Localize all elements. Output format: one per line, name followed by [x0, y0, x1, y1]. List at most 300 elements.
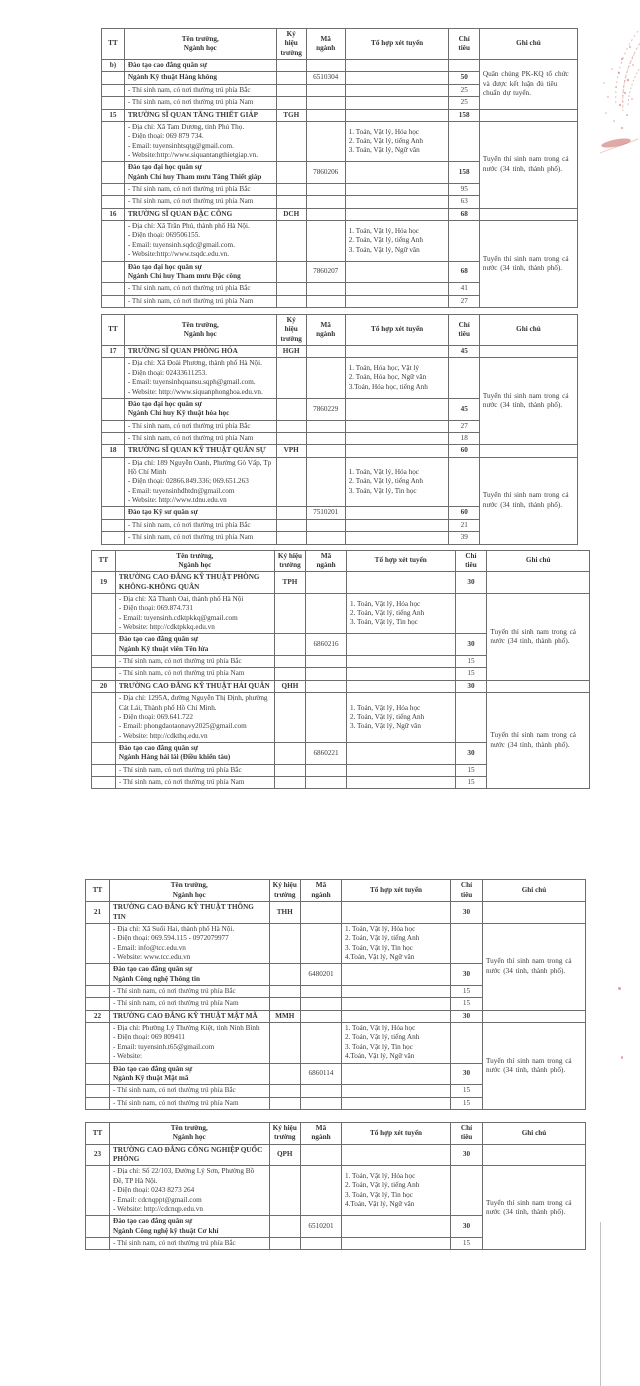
major-code: 6510201 [301, 1216, 342, 1238]
program-level: Đào tạo cao đẳng quân sự [124, 60, 276, 72]
tt-cell [92, 593, 116, 633]
major-code [306, 84, 345, 96]
school-name: TRƯỜNG CAO ĐẲNG CÔNG NGHIỆP QUỐC PHÒNG [110, 1144, 270, 1166]
school-name: TRƯỜNG CAO ĐẲNG KỸ THUẬT MẬT MÃ [110, 1010, 270, 1022]
table-row [102, 121, 578, 161]
major-code [306, 121, 345, 161]
table-block-4 [85, 879, 586, 1110]
quota-cell: 15 [455, 656, 487, 668]
school-code [276, 84, 306, 96]
sub-row-label: - Thí sinh nam, có nơi thường trú phía Nam [115, 777, 274, 789]
note-cell: Tuyển thí sinh nam trong cả nước (34 tỉnh, thành phố). [487, 593, 590, 680]
school-code [276, 432, 306, 444]
contact-block: - Địa chỉ: Phường Lý Thường Kiệt, tỉnh Ninh Bình - Điện thoại: 069 809411 - Email: tuyensinh.t65@gmail.com - Website: [110, 1023, 270, 1063]
quota-cell: 25 [449, 84, 479, 96]
combo-cell [342, 1216, 451, 1238]
combo-cell [345, 532, 449, 544]
combo-list: 1. Toán, Vật lý, Hóa học 2. Toán, Vật lý, tiếng Anh 3. Toán, Vật lý, Tin học 4.Toán, Vật lý, Ngữ văn [342, 1166, 451, 1216]
combo-list: 1. Toán, Vật lý, Hóa học 2. Toán, Vật lý, tiếng Anh 3. Toán, Vật lý, Ngữ văn [345, 121, 449, 161]
major-code [306, 358, 345, 398]
school-code [274, 777, 305, 789]
major-code: 6860216 [306, 634, 347, 656]
combo-cell [345, 60, 449, 72]
school-code [269, 923, 301, 963]
combo-list: 1. Toán, Vật lý, Hóa học 2. Toán, Vật lý, tiếng Anh 3. Toán, Vật lý, Ngữ văn [345, 221, 449, 261]
sub-row-label: - Thí sinh nam, có nơi thường trú phía Bắc [124, 420, 276, 432]
note-cell: Tuyển thí sinh nam trong cả nước (34 tỉnh, thành phố). [479, 121, 577, 208]
combo-cell [345, 196, 449, 208]
major-code [306, 295, 345, 307]
table-row [86, 923, 586, 963]
quota-cell: 15 [451, 986, 483, 998]
quota-cell: 30 [451, 964, 483, 986]
quota-cell: 30 [451, 1010, 483, 1022]
quota-cell: 30 [451, 1216, 483, 1238]
quota-cell [449, 358, 479, 398]
school-name: TRƯỜNG SĨ QUAN TĂNG THIẾT GIÁP [124, 109, 276, 121]
quota-cell: 15 [455, 764, 487, 776]
contact-block: - Địa chỉ: Xã Trần Phú, thành phố Hà Nội. - Điện thoại: 069506155. - Email: tuyensinh.sqdc@gmail.com. - Website:http://www.tsqdc.edu.vn. [124, 221, 276, 261]
table-block-1 [101, 28, 578, 308]
combo-cell [342, 1097, 451, 1109]
column-header: Chỉ tiêu [455, 550, 487, 572]
combo-cell [345, 162, 449, 184]
tt-cell [102, 420, 125, 432]
tt-cell [102, 184, 125, 196]
combo-cell [345, 398, 449, 420]
combo-cell [346, 668, 455, 680]
major-code: 7510201 [306, 507, 345, 519]
tt-cell [102, 162, 125, 184]
column-header: Tổ hợp xét tuyển [346, 550, 455, 572]
quota-cell [451, 1023, 483, 1063]
quota-cell: 15 [451, 1237, 483, 1249]
major-code [306, 283, 345, 295]
major-code: 6510304 [306, 72, 345, 84]
quota-cell: 45 [449, 398, 479, 420]
sub-row-label: - Thí sinh nam, có nơi thường trú phía Nam [115, 668, 274, 680]
quota-cell: 95 [449, 184, 479, 196]
major-code [306, 532, 345, 544]
quota-cell: 15 [455, 668, 487, 680]
school-code [269, 998, 301, 1010]
quota-cell: 27 [449, 295, 479, 307]
major-code [301, 1085, 342, 1097]
tt-cell [92, 634, 116, 656]
school-code [276, 295, 306, 307]
school-code [276, 457, 306, 507]
quota-cell: 63 [449, 196, 479, 208]
major-code [306, 97, 345, 109]
column-header: Ký hiệu trường [276, 314, 306, 345]
column-header: Tổ hợp xét tuyển [345, 314, 449, 345]
school-code [276, 398, 306, 420]
school-code [269, 1216, 301, 1238]
combo-cell [345, 84, 449, 96]
tt-cell [86, 1237, 110, 1249]
major-code [301, 1097, 342, 1109]
note-cell: Tuyển thí sinh nam trong cả nước (34 tỉnh, thành phố). [479, 457, 577, 544]
quota-cell: 30 [451, 1144, 483, 1166]
combo-cell [342, 964, 451, 986]
quota-cell: 68 [449, 261, 479, 283]
combo-list: 1. Toán, Hóa học, Vật lý 2. Toán, Hóa học, Ngữ văn 3.Toán, Hóa học, tiếng Anh [345, 358, 449, 398]
major-code [306, 764, 347, 776]
program-name: Đào tạo đại học quân sự Ngành Chỉ huy Tham mưu Tăng Thiết giáp [124, 162, 276, 184]
major-code [306, 346, 345, 358]
program-name: Đào tạo cao đẳng quân sự Ngành Kỹ thuật viên Tên lửa [115, 634, 274, 656]
quota-cell [449, 457, 479, 507]
column-header: Tên trường, Ngành học [115, 550, 274, 572]
contact-block: - Địa chỉ: 189 Nguyễn Oanh, Phường Gò Vấp, Tp Hồ Chí Minh - Điện thoại: 02866.849.336; 069.651.263 - Email: tuyensinhdhtdn@gmail.com - Website: http://www.tdnu.edu.vn [124, 457, 276, 507]
school-name: TRƯỜNG SĨ QUAN KỸ THUẬT QUÂN SỰ [124, 445, 276, 457]
school-code [276, 420, 306, 432]
column-header: Tên trường, Ngành học [110, 1122, 270, 1144]
program-name: Đào tạo cao đẳng quân sự Ngành Công nghệ kỹ thuật Cơ khí [110, 1216, 270, 1238]
school-name: TRƯỜNG CAO ĐẲNG KỸ THUẬT HẢI QUÂN [115, 680, 274, 692]
school-code [269, 1085, 301, 1097]
sub-row-label: - Thí sinh nam, có nơi thường trú phía Bắc [115, 764, 274, 776]
major-code: 7860229 [306, 398, 345, 420]
combo-cell [345, 445, 449, 457]
major-code [306, 572, 347, 594]
quota-cell: 158 [449, 162, 479, 184]
combo-list: 1. Toán, Vật lý, Hóa học 2. Toán, Vật lý, tiếng Anh 3. Toán, Vật lý, Ngữ văn [346, 693, 455, 743]
quota-cell: 41 [449, 283, 479, 295]
combo-cell [346, 743, 455, 765]
combo-cell [345, 420, 449, 432]
major-code [306, 457, 345, 507]
quota-cell: 39 [449, 532, 479, 544]
contact-block: - Địa chỉ: Xã Tam Dương, tỉnh Phú Thọ. - Điện thoại: 069 879 734. - Email: tuyensinhtsqtg@gmail.com. - Website:http://www.siquantangthietgiap.vn. [124, 121, 276, 161]
quota-cell [449, 221, 479, 261]
combo-cell [345, 283, 449, 295]
tt-cell: 20 [92, 680, 116, 692]
tt-cell: 19 [92, 572, 116, 594]
school-name: TRƯỜNG SĨ QUAN ĐẶC CÔNG [124, 208, 276, 220]
major-code [306, 693, 347, 743]
table-row [92, 572, 590, 594]
school-name: TRƯỜNG SĨ QUAN PHÒNG HÓA [124, 346, 276, 358]
contact-block: - Địa chỉ: Xã Thanh Oai, thành phố Hà Nội - Điện thoại: 069.874.731 - Email: tuyensinh.cdktpkkq@gmail.com - Website: http://cdktpkkq.edu.vn [115, 593, 274, 633]
top-margin [0, 0, 640, 28]
tt-cell [102, 432, 125, 444]
school-code [276, 283, 306, 295]
note-cell [479, 208, 577, 220]
tt-cell [102, 261, 125, 283]
major-code [301, 923, 342, 963]
table-row [102, 346, 578, 358]
school-name: TRƯỜNG CAO ĐẲNG KỸ THUẬT PHÒNG KHÔNG-KHÔNG QUÂN [115, 572, 274, 594]
program-name: Đào tạo cao đẳng quân sự Ngành Kỹ thuật Mật mã [110, 1063, 270, 1085]
sub-row-label: - Thí sinh nam, có nơi thường trú phía Nam [124, 295, 276, 307]
table-row [86, 1023, 586, 1063]
sub-row-label: - Thí sinh nam, có nơi thường trú phía Bắc [124, 84, 276, 96]
program-name: Đào tạo đại học quân sự Ngành Chỉ huy Kỹ thuật hóa học [124, 398, 276, 420]
tt-cell [102, 398, 125, 420]
quota-cell [449, 60, 479, 72]
note-cell: Tuyển thí sinh nam trong cả nước (34 tỉnh, thành phố). [483, 1023, 586, 1110]
program-name: Đào tạo Kỹ sư quân sự [124, 507, 276, 519]
tt-cell [86, 998, 110, 1010]
column-header: TT [102, 29, 125, 60]
note-cell [483, 1144, 586, 1166]
sub-row-label: - Thí sinh nam, có nơi thường trú phía Nam [110, 1097, 270, 1109]
school-code [274, 743, 305, 765]
combo-cell [345, 97, 449, 109]
school-code [269, 1023, 301, 1063]
tt-cell [102, 283, 125, 295]
table-row [86, 902, 586, 924]
tt-cell: 16 [102, 208, 125, 220]
note-cell [479, 346, 577, 358]
red-stamp-icon [592, 25, 640, 180]
combo-cell [342, 986, 451, 998]
tt-cell [92, 668, 116, 680]
contact-block: - Địa chỉ: Xã Đoài Phương, thành phố Hà Nội. - Điện thoại: 02433611253. - Email: tuyensinhquansu.sqph@gmail.com. - Website: http://www.siquanphonghoa.edu.vn. [124, 358, 276, 398]
combo-cell [346, 634, 455, 656]
major-code: 6480201 [301, 964, 342, 986]
red-speck-mark [621, 1056, 623, 1059]
sub-row-label: - Thí sinh nam, có nơi thường trú phía Bắc [124, 283, 276, 295]
sub-row-label: - Thí sinh nam, có nơi thường trú phía Nam [124, 97, 276, 109]
tt-cell [92, 656, 116, 668]
contact-block: - Địa chỉ: Số 22/103, Đường Lý Sơn, Phường Bồ Đề, TP Hà Nội. - Điện thoại: 0243 8273 264 - Email: cdcnqppt@gmail.com - Website: http://cdcnqp.edu.vn [110, 1166, 270, 1216]
tt-cell [102, 72, 125, 84]
tt-cell [92, 693, 116, 743]
quota-cell [451, 923, 483, 963]
tt-cell [92, 743, 116, 765]
tt-cell [102, 196, 125, 208]
sub-row-label: - Thí sinh nam, có nơi thường trú phía Bắc [124, 184, 276, 196]
combo-cell [342, 998, 451, 1010]
column-header: Ghi chú [479, 29, 577, 60]
tt-cell [102, 519, 125, 531]
combo-cell [345, 72, 449, 84]
combo-cell [345, 519, 449, 531]
combo-cell [346, 764, 455, 776]
table-block-2 [101, 314, 578, 545]
column-header: Mã ngành [306, 29, 345, 60]
school-code: MMH [269, 1010, 301, 1022]
column-header: Tên trường, Ngành học [124, 29, 276, 60]
major-code: 7860207 [306, 261, 345, 283]
tt-cell [86, 964, 110, 986]
quota-cell: 15 [451, 1085, 483, 1097]
major-code [301, 986, 342, 998]
combo-list: 1. Toán, Vật lý, Hóa học 2. Toán, Vật lý, tiếng Anh 3. Toán, Vật lý, Tin học 4.Toán, Vật lý, Ngữ văn [342, 1023, 451, 1063]
tt-cell [102, 295, 125, 307]
table-row [102, 109, 578, 121]
quota-cell: 45 [449, 346, 479, 358]
column-header: Tên trường, Ngành học [110, 880, 270, 902]
tt-cell [102, 507, 125, 519]
major-code [306, 432, 345, 444]
major-code [306, 680, 347, 692]
combo-cell [342, 1144, 451, 1166]
column-header: TT [86, 1122, 110, 1144]
quota-cell: 60 [449, 445, 479, 457]
school-code [274, 634, 305, 656]
major-code [306, 109, 345, 121]
quota-cell: 27 [449, 420, 479, 432]
note-cell: Tuyển thí sinh nam trong cả nước (34 tỉnh, thành phố). [487, 693, 590, 789]
school-code: TPH [274, 572, 305, 594]
school-code [276, 221, 306, 261]
tt-cell [86, 1166, 110, 1216]
major-code [306, 593, 347, 633]
sub-row-label: - Thí sinh nam, có nơi thường trú phía Bắc [110, 1085, 270, 1097]
tt-cell: 21 [86, 902, 110, 924]
quota-cell: 30 [451, 1063, 483, 1085]
combo-cell [345, 261, 449, 283]
table-row [102, 221, 578, 261]
admission-table [85, 1122, 586, 1250]
school-code [276, 261, 306, 283]
school-code [269, 1166, 301, 1216]
school-code [276, 532, 306, 544]
school-code: QHH [274, 680, 305, 692]
tt-cell [86, 1023, 110, 1063]
table-gap [0, 1110, 640, 1122]
table-block-3 [91, 550, 590, 790]
contact-block: - Địa chỉ: 1295A, đường Nguyễn Thị Định, phường Cát Lái, Thành phố Hồ Chí Minh. - Điện thoại: 069.641.722 - Email: phongdaotaonavy2025@gmail.com - Website: http://cdkthq.edu.vn [115, 693, 274, 743]
column-header: Ký hiệu trường [276, 29, 306, 60]
school-code [274, 693, 305, 743]
combo-cell [345, 184, 449, 196]
tt-cell [92, 764, 116, 776]
sub-row-label: - Thí sinh nam, có nơi thường trú phía Nam [124, 432, 276, 444]
sub-row-label: - Thí sinh nam, có nơi thường trú phía Bắc [110, 1237, 270, 1249]
quota-cell: 18 [449, 432, 479, 444]
column-header: Mã ngành [301, 1122, 342, 1144]
school-code [274, 593, 305, 633]
school-name: TRƯỜNG CAO ĐẲNG KỸ THUẬT THÔNG TIN [110, 902, 270, 924]
major-code: 6860114 [301, 1063, 342, 1085]
column-header: Mã ngành [301, 880, 342, 902]
quota-cell [455, 693, 487, 743]
note-cell: Quân chủng PK-KQ tổ chức và được kết luận đủ tiêu chuẩn dự tuyển. [479, 60, 577, 109]
table-row [102, 445, 578, 457]
school-code [276, 121, 306, 161]
quota-cell: 30 [455, 634, 487, 656]
note-cell [487, 572, 590, 594]
quota-cell: 30 [451, 902, 483, 924]
major-code [301, 1166, 342, 1216]
school-code: THH [269, 902, 301, 924]
tt-cell [86, 1097, 110, 1109]
combo-cell [346, 572, 455, 594]
tt-cell [102, 532, 125, 544]
quota-cell: 68 [449, 208, 479, 220]
major-code [301, 1237, 342, 1249]
tt-cell: 18 [102, 445, 125, 457]
column-header: Tổ hợp xét tuyển [345, 29, 449, 60]
tt-cell [86, 1085, 110, 1097]
note-cell [487, 680, 590, 692]
admission-table [101, 314, 578, 545]
program-name: Đào tạo cao đẳng quân sự Ngành Công nghệ Thông tin [110, 964, 270, 986]
school-code: TGH [276, 109, 306, 121]
tt-cell [86, 1216, 110, 1238]
combo-list: 1. Toán, Vật lý, Hóa học 2. Toán, Vật lý, tiếng Anh 3. Toán, Vật lý, Tin học 4.Toán, Vật lý, Ngữ văn [342, 923, 451, 963]
tt-cell [102, 221, 125, 261]
major-code [306, 196, 345, 208]
combo-cell [346, 680, 455, 692]
column-header: Chỉ tiêu [449, 29, 479, 60]
school-code [276, 60, 306, 72]
column-header: Ký hiệu trường [274, 550, 305, 572]
combo-cell [342, 902, 451, 924]
tt-cell: 23 [86, 1144, 110, 1166]
quota-cell [449, 121, 479, 161]
table-row [86, 1010, 586, 1022]
school-code [269, 986, 301, 998]
tt-cell [102, 121, 125, 161]
quota-cell: 30 [455, 743, 487, 765]
tt-cell: 22 [86, 1010, 110, 1022]
column-header: Ký hiệu trường [269, 1122, 301, 1144]
column-header: Ký hiệu trường [269, 880, 301, 902]
admission-table [85, 879, 586, 1110]
sub-row-label: - Thí sinh nam, có nơi thường trú phía Nam [124, 196, 276, 208]
major-code [301, 902, 342, 924]
tt-cell [86, 923, 110, 963]
table-row [102, 358, 578, 398]
sub-row-label: - Thí sinh nam, có nơi thường trú phía Nam [124, 532, 276, 544]
school-code [276, 72, 306, 84]
note-cell [483, 902, 586, 924]
column-header: Tổ hợp xét tuyển [342, 880, 451, 902]
tt-cell [102, 358, 125, 398]
tt-cell [86, 1063, 110, 1085]
table-row [92, 593, 590, 633]
combo-cell [345, 346, 449, 358]
page-break-gap [0, 789, 640, 879]
school-code: HGH [276, 346, 306, 358]
tt-cell [102, 457, 125, 507]
school-code [269, 1063, 301, 1085]
sub-row-label: - Thí sinh nam, có nơi thường trú phía Bắc [110, 986, 270, 998]
combo-cell [342, 1063, 451, 1085]
major-code [306, 445, 345, 457]
quota-cell: 15 [455, 777, 487, 789]
note-cell: Tuyển thí sinh nam trong cả nước (34 tỉnh, thành phố). [479, 358, 577, 445]
combo-cell [346, 656, 455, 668]
column-header: Ghi chú [483, 1122, 586, 1144]
program-name: Đào tạo đại học quân sự Ngành Chỉ huy Tham mưu Đặc công [124, 261, 276, 283]
major-code [301, 1144, 342, 1166]
school-code [276, 184, 306, 196]
column-header: Ghi chú [483, 880, 586, 902]
combo-cell [345, 109, 449, 121]
school-code: DCH [276, 208, 306, 220]
column-header: Chỉ tiêu [451, 880, 483, 902]
major-code [301, 998, 342, 1010]
combo-cell [346, 777, 455, 789]
column-header: Tên trường, Ngành học [124, 314, 276, 345]
major-code [306, 656, 347, 668]
quota-cell: 25 [449, 97, 479, 109]
page-edge-line [600, 1222, 601, 1386]
quota-cell [455, 593, 487, 633]
combo-list: 1. Toán, Vật lý, Hóa học 2. Toán, Vật lý, tiếng Anh 3. Toán, Vật lý, Tin học [346, 593, 455, 633]
combo-cell [345, 507, 449, 519]
note-cell: Tuyển thí sinh nam trong cả nước (34 tỉnh, thành phố). [483, 923, 586, 1010]
column-header: Chỉ tiêu [451, 1122, 483, 1144]
major-code: 6860221 [306, 743, 347, 765]
major-code [301, 1023, 342, 1063]
